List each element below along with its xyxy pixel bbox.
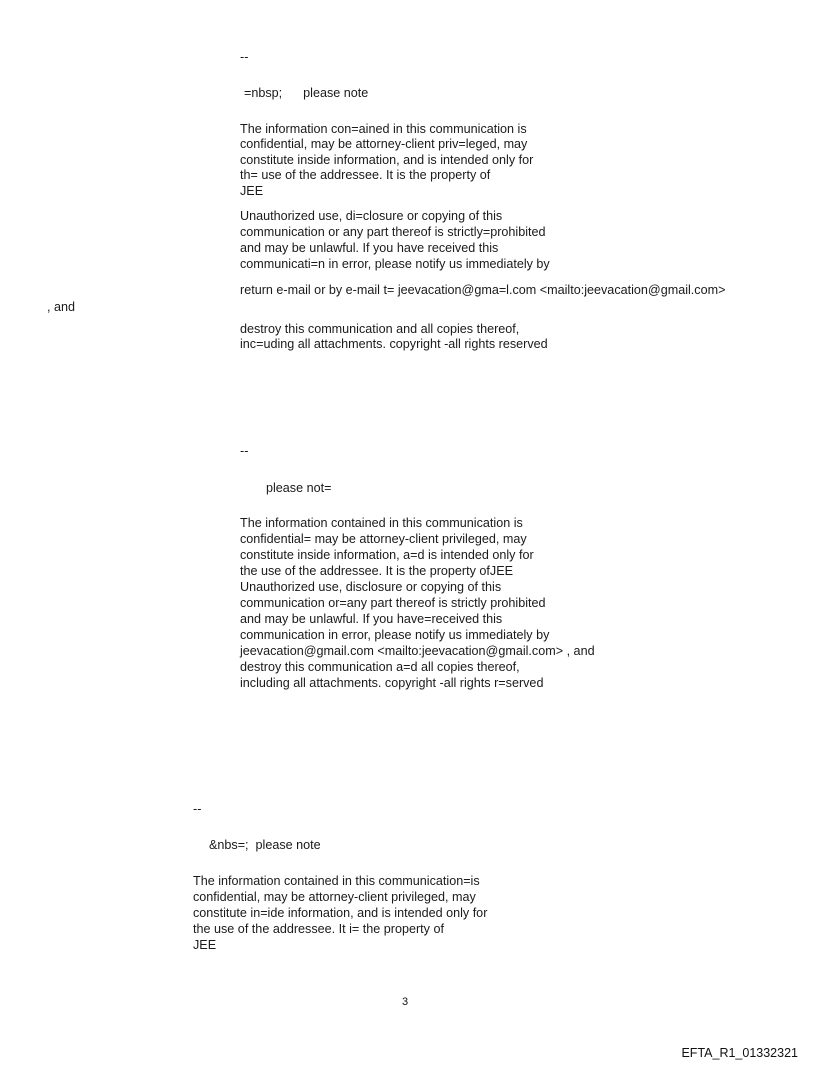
text-line: JEE	[193, 938, 217, 952]
please-note-heading: =nbsp; please note	[244, 86, 369, 100]
text-line: confidential= may be attorney-client privileged, may	[240, 532, 527, 546]
text-line: JEE	[240, 184, 264, 198]
separator: --	[240, 444, 249, 458]
text-line: confidential, may be attorney-client priv=leged, may	[240, 137, 528, 151]
text-line: constitute inside information, a=d is intended only for	[240, 548, 534, 562]
text-line: constitute inside information, and is intended only for	[240, 153, 534, 167]
text-line: Unauthorized use, di=closure or copying of this	[240, 209, 503, 223]
text-line: return e-mail or by e-mail t= jeevacation@gma=l.com <mailto:jeevacation@gmail.com>	[240, 283, 726, 297]
text-line: th= use of the addressee. It is the property of	[240, 168, 491, 182]
separator: --	[193, 802, 202, 816]
text-line: confidential, may be attorney-client privileged, may	[193, 890, 476, 904]
text-line: including all attachments. copyright -all rights r=served	[240, 676, 544, 690]
text-line: destroy this communication and all copies thereof,	[240, 322, 520, 336]
text-line: inc=uding all attachments. copyright -all rights reserved	[240, 337, 548, 351]
text-line: communication or any part thereof is strictly=prohibited	[240, 225, 546, 239]
text-line: and may be unlawful. If you have received this	[240, 241, 499, 255]
please-note-heading: &nbs=; please note	[209, 838, 321, 852]
text-line: jeevacation@gmail.com <mailto:jeevacation@gmail.com> , and	[240, 644, 595, 658]
please-note-heading: please not=	[266, 481, 332, 495]
text-line: communicati=n in error, please notify us immediately by	[240, 257, 550, 271]
text-line: the use of the addressee. It is the property ofJEE	[240, 564, 514, 578]
text-line: communication in error, please notify us immediately by	[240, 628, 550, 642]
text-line: communication or=any part thereof is strictly prohibited	[240, 596, 546, 610]
text-line: the use of the addressee. It i= the property of	[193, 922, 444, 936]
wrapped-text: , and	[47, 300, 76, 314]
text-line: constitute in=ide information, and is intended only for	[193, 906, 488, 920]
separator: --	[240, 50, 249, 64]
text-line: The information contained in this communication is	[240, 516, 523, 530]
text-line: and may be unlawful. If you have=received this	[240, 612, 503, 626]
page-number: 3	[402, 996, 409, 1008]
text-line: destroy this communication a=d all copies thereof,	[240, 660, 520, 674]
text-line: Unauthorized use, disclosure or copying of this	[240, 580, 502, 594]
document-id: EFTA_R1_01332321	[681, 1046, 798, 1060]
text-line: The information con=ained in this communication is	[240, 122, 527, 136]
text-line: The information contained in this communication=is	[193, 874, 480, 888]
